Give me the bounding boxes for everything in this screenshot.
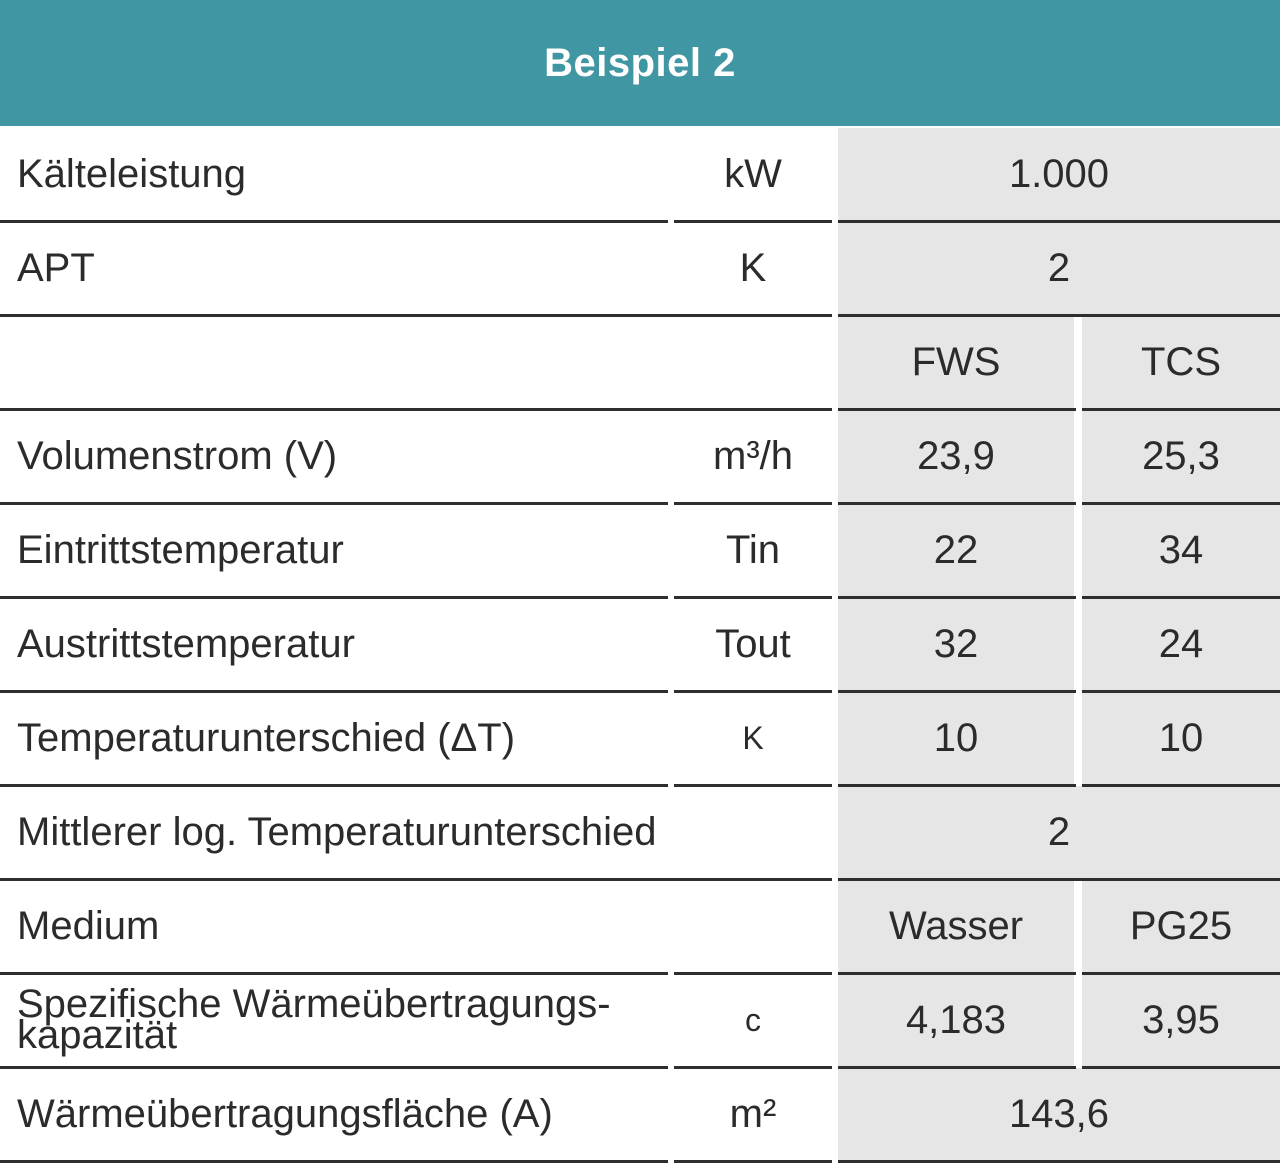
row-unit [674,880,832,972]
row-divider [0,220,668,223]
row-value: 143,6 [838,1068,1280,1160]
table-row [0,1068,1280,1162]
row-divider [1082,596,1280,599]
table-row [0,222,1280,316]
tcs-value: 25,3 [1082,410,1280,502]
table-row [0,598,1280,692]
row-divider [0,596,668,599]
row-unit: m² [729,1091,777,1136]
tcs-value: PG25 [1082,880,1280,972]
row-divider [838,784,1076,787]
row-label-line: kapazität [17,1013,178,1057]
row-divider [0,502,668,505]
row-unit [674,786,832,878]
table-row [0,692,1280,786]
row-label: Kälteleistung [17,151,247,196]
row-divider [1082,690,1280,693]
fws-value: 32 [838,598,1074,690]
row-label [17,974,667,1066]
row-divider [674,690,832,693]
row-unit: Tout [715,621,791,666]
row-value: 1.000 [838,128,1280,220]
row-divider [0,408,832,411]
tcs-value: 10 [1082,692,1280,784]
row-value: 2 [838,786,1280,878]
row-divider [1082,408,1280,411]
row-divider [674,972,832,975]
tcs-value: 3,95 [1082,974,1280,1066]
row-divider [838,690,1076,693]
table-title: Beispiel 2 [544,40,736,85]
row-divider [838,314,1280,317]
row-unit: m³/h [713,433,793,478]
tcs-value: 24 [1082,598,1280,690]
row-label: Wärmeübertragungsfläche (A) [17,1091,553,1136]
row-unit: kW [724,151,782,196]
row-unit [674,316,832,408]
fws-value: 23,9 [838,410,1074,502]
table-row [0,974,1280,1068]
row-divider [1082,1066,1280,1069]
row-divider [0,784,668,787]
row-unit: c [745,1001,761,1038]
row-divider [1082,784,1280,787]
row-label [17,316,667,408]
row-divider [674,220,832,223]
fws-value: 10 [838,692,1074,784]
row-label-line: Spezifische Wärmeübertragungs- [17,982,611,1026]
table-header [0,0,1280,126]
column-header-fws: FWS [838,316,1074,408]
table-row [0,880,1280,974]
row-divider [838,878,1280,881]
table-row [0,128,1280,222]
row-label: Austrittstemperatur [17,621,355,666]
row-divider [674,784,832,787]
table-row [0,316,1280,410]
column-separator [1076,316,1082,786]
row-label: Temperaturunterschied (ΔT) [17,715,516,760]
row-divider [838,220,1280,223]
row-divider [674,1066,832,1069]
fws-value: Wasser [838,880,1074,972]
row-divider [0,878,832,881]
row-divider [0,1066,668,1069]
row-label: Mittlerer log. Temperaturunterschied [17,809,657,854]
row-divider [674,596,832,599]
row-label: Eintrittstemperatur [17,527,344,572]
row-divider [674,502,832,505]
fws-value: 4,183 [838,974,1074,1066]
row-unit: K [742,719,764,756]
row-divider [0,314,832,317]
row-divider [0,972,668,975]
table-row [0,504,1280,598]
row-unit: Tin [725,527,781,572]
row-label: APT [17,245,95,290]
row-divider [838,502,1076,505]
row-divider [838,408,1076,411]
column-header-tcs: TCS [1082,316,1280,408]
row-divider [1082,972,1280,975]
table-row [0,786,1280,880]
table-row [0,410,1280,504]
row-label: Volumenstrom (V) [17,433,338,478]
fws-value: 22 [838,504,1074,596]
row-unit: K [739,245,767,290]
row-label: Medium [17,903,160,948]
row-divider [838,972,1076,975]
row-divider [0,690,668,693]
tcs-value: 34 [1082,504,1280,596]
row-value: 2 [838,222,1280,314]
row-divider [838,1066,1076,1069]
row-divider [1082,502,1280,505]
row-divider [838,596,1076,599]
